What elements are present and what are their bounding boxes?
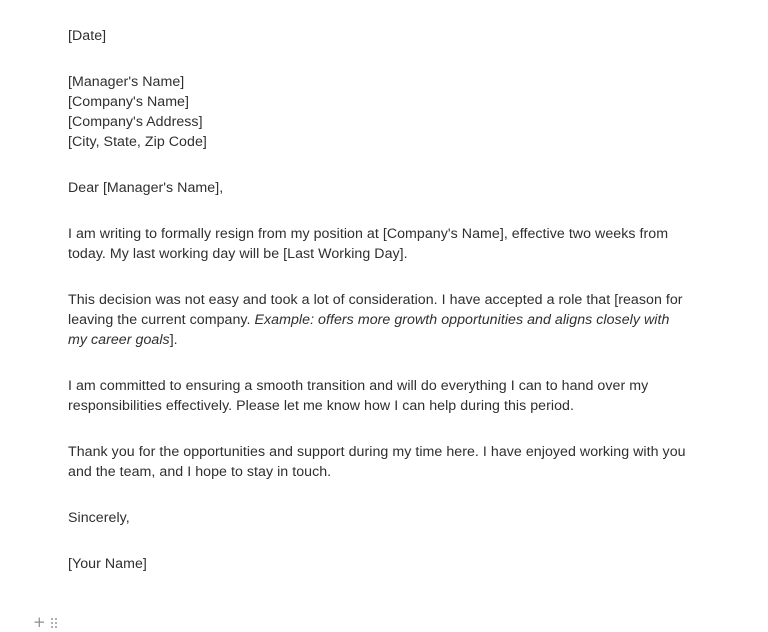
signature[interactable]: [68, 554, 668, 574]
closing[interactable]: [68, 508, 668, 528]
paragraph-resignation[interactable]: [68, 224, 668, 264]
paragraph-line: I am committed to ensuring a smooth transition and will do everything I can to hand over my: [68, 378, 649, 394]
example-italic-text: my career goals: [68, 332, 170, 348]
recipient-address[interactable]: [68, 72, 668, 152]
closing-text: Sincerely,: [68, 510, 130, 526]
paragraph-line: today. My last working day will be [Last Working Day].: [68, 246, 408, 262]
paragraph-line: This decision was not easy and took a lot of consideration. I have accepted a role that [reason for: [68, 292, 683, 308]
paragraph-line: and the team, and I hope to stay in touch.: [68, 464, 332, 480]
paragraph-line: I am writing to formally resign from my position at [Company's Name], effective two weeks from: [68, 226, 669, 242]
signature-text: [Your Name]: [68, 556, 147, 572]
paragraph-line: responsibilities effectively. Please let me know how I can help during this period.: [68, 398, 574, 414]
plus-icon[interactable]: +: [33, 613, 46, 631]
date-line[interactable]: [68, 26, 668, 46]
address-company-address: [Company's Address]: [68, 114, 203, 130]
address-city-state-zip: [City, State, Zip Code]: [68, 134, 207, 150]
block-controls: [33, 613, 59, 631]
salutation[interactable]: [68, 178, 668, 198]
salutation-text: Dear [Manager's Name],: [68, 180, 224, 196]
example-italic-text: Example: offers more growth opportunities and aligns closely with: [254, 312, 670, 328]
drag-handle-icon[interactable]: [49, 616, 59, 628]
paragraph-transition[interactable]: [68, 376, 668, 416]
address-company-name: [Company's Name]: [68, 94, 189, 110]
paragraph-thanks[interactable]: [68, 442, 686, 482]
paragraph-reason[interactable]: [68, 290, 683, 350]
document-body[interactable]: [68, 26, 686, 574]
address-manager-name: [Manager's Name]: [68, 74, 185, 90]
paragraph-line: [68, 310, 668, 330]
paragraph-text: ].: [169, 332, 178, 348]
paragraph-line: [68, 330, 668, 350]
date-text: [Date]: [68, 28, 107, 44]
paragraph-line: Thank you for the opportunities and support during my time here. I have enjoyed working with you: [68, 444, 686, 460]
paragraph-text: leaving the current company.: [68, 312, 255, 328]
